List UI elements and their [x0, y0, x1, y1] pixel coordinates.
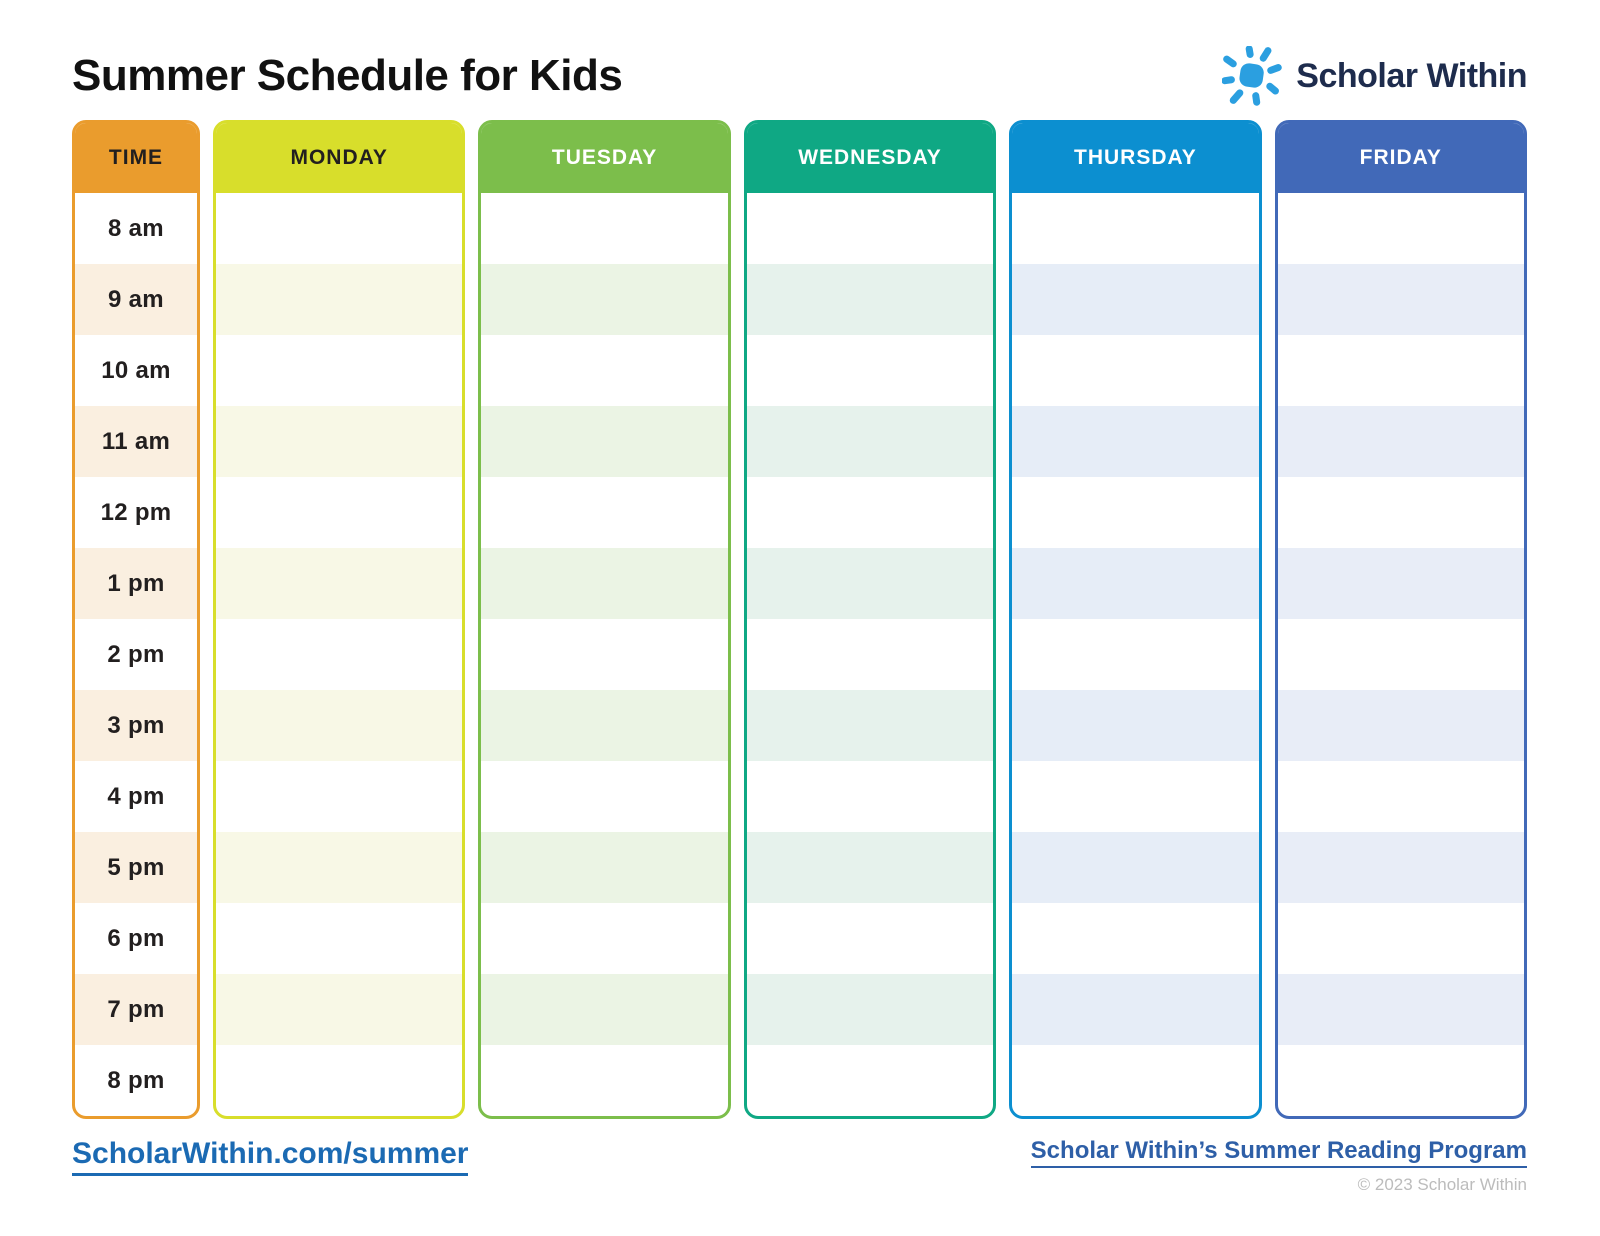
copyright: © 2023 Scholar Within: [1357, 1175, 1527, 1194]
schedule-cell: [747, 193, 993, 264]
page-footer: [72, 1137, 1527, 1195]
schedule-cell: [747, 690, 993, 761]
schedule-cell: [216, 619, 462, 690]
sun-icon: [1222, 46, 1282, 106]
schedule-cell: [1278, 974, 1524, 1045]
schedule-grid: [72, 120, 1527, 1119]
schedule-cell: [1012, 903, 1258, 974]
summer-url-link[interactable]: ScholarWithin.com/summer: [72, 1137, 468, 1176]
schedule-cell: [216, 903, 462, 974]
schedule-cell: [481, 761, 727, 832]
schedule-cell: [481, 690, 727, 761]
time-slot-label: 9 am: [108, 285, 164, 313]
day-column-wednesday: [744, 120, 996, 1119]
schedule-cell: [1278, 406, 1524, 477]
schedule-cell: [481, 1045, 727, 1116]
time-slot-label: 10 am: [101, 356, 171, 384]
schedule-cell: [1012, 761, 1258, 832]
time-slot-label: 6 pm: [107, 924, 165, 952]
time-slot: [75, 477, 197, 548]
schedule-cell: [1278, 690, 1524, 761]
schedule-cell: [1012, 832, 1258, 903]
time-slot-label: 2 pm: [107, 640, 165, 668]
schedule-cell: [216, 264, 462, 335]
reading-program-link[interactable]: Scholar Within’s Summer Reading Program: [1031, 1137, 1527, 1168]
time-slot: [75, 335, 197, 406]
schedule-cell: [1012, 974, 1258, 1045]
schedule-cell: [1012, 335, 1258, 406]
schedule-cell: [1012, 406, 1258, 477]
time-slot-label: 8 pm: [107, 1066, 165, 1094]
schedule-cell: [216, 406, 462, 477]
time-slot-label: 4 pm: [107, 782, 165, 810]
time-slot-label: 7 pm: [107, 995, 165, 1023]
schedule-cell: [1278, 903, 1524, 974]
schedule-cell: [747, 264, 993, 335]
time-slot: [75, 406, 197, 477]
schedule-cell: [481, 832, 727, 903]
schedule-cell: [481, 406, 727, 477]
schedule-cell: [1278, 477, 1524, 548]
time-slot: [75, 193, 197, 264]
schedule-cell: [481, 548, 727, 619]
schedule-cell: [1278, 761, 1524, 832]
time-slot: [75, 832, 197, 903]
time-slot: [75, 264, 197, 335]
time-slot: [75, 548, 197, 619]
schedule-cell: [216, 477, 462, 548]
schedule-cell: [1278, 619, 1524, 690]
day-column-thursday: [1009, 120, 1261, 1119]
schedule-cell: [216, 761, 462, 832]
schedule-cell: [747, 335, 993, 406]
schedule-cell: [216, 548, 462, 619]
schedule-cell: [481, 619, 727, 690]
schedule-cell: [216, 335, 462, 406]
footer-right: [1031, 1137, 1527, 1195]
schedule-cell: [216, 832, 462, 903]
time-slot: [75, 974, 197, 1045]
column-header: WEDNESDAY: [747, 123, 993, 193]
schedule-cell: [481, 264, 727, 335]
time-column: [72, 120, 200, 1119]
schedule-cell: [747, 1045, 993, 1116]
time-slot-label: 8 am: [108, 214, 164, 242]
time-slot-label: 1 pm: [107, 569, 165, 597]
day-column-tuesday: [478, 120, 730, 1119]
schedule-cell: [481, 193, 727, 264]
schedule-cell: [1012, 1045, 1258, 1116]
schedule-cell: [747, 548, 993, 619]
schedule-cell: [1012, 264, 1258, 335]
time-slot: [75, 761, 197, 832]
time-slot-label: 3 pm: [107, 711, 165, 739]
schedule-cell: [216, 1045, 462, 1116]
schedule-cell: [1012, 619, 1258, 690]
schedule-cell: [1278, 193, 1524, 264]
schedule-cell: [1278, 832, 1524, 903]
schedule-cell: [747, 619, 993, 690]
schedule-cell: [747, 477, 993, 548]
schedule-cell: [1278, 335, 1524, 406]
schedule-cell: [1012, 193, 1258, 264]
column-header: TIME: [75, 123, 197, 193]
schedule-cell: [481, 974, 727, 1045]
schedule-cell: [1278, 1045, 1524, 1116]
column-header: MONDAY: [216, 123, 462, 193]
schedule-cell: [1278, 548, 1524, 619]
brand-name: Scholar Within: [1296, 56, 1527, 95]
schedule-cell: [747, 406, 993, 477]
page-header: [0, 0, 1600, 106]
column-header: TUESDAY: [481, 123, 727, 193]
time-slot-label: 11 am: [101, 427, 171, 455]
time-slot: [75, 903, 197, 974]
column-header: THURSDAY: [1012, 123, 1258, 193]
schedule-cell: [1012, 548, 1258, 619]
schedule-cell: [1012, 690, 1258, 761]
schedule-cell: [747, 903, 993, 974]
day-column-friday: [1275, 120, 1527, 1119]
time-slot-label: 5 pm: [107, 853, 165, 881]
schedule-cell: [1012, 477, 1258, 548]
schedule-cell: [1278, 264, 1524, 335]
page-title: Summer Schedule for Kids: [72, 51, 623, 100]
schedule-cell: [481, 477, 727, 548]
schedule-cell: [481, 335, 727, 406]
column-header: FRIDAY: [1278, 123, 1524, 193]
schedule-cell: [216, 690, 462, 761]
time-slot: [75, 619, 197, 690]
schedule-cell: [481, 903, 727, 974]
schedule-cell: [747, 761, 993, 832]
time-slot: [75, 690, 197, 761]
schedule-cell: [747, 974, 993, 1045]
schedule-cell: [216, 974, 462, 1045]
brand-logo: [1222, 46, 1527, 106]
time-slot: [75, 1045, 197, 1116]
schedule-cell: [747, 832, 993, 903]
schedule-cell: [216, 193, 462, 264]
day-column-monday: [213, 120, 465, 1119]
time-slot-label: 12 pm: [100, 498, 172, 526]
